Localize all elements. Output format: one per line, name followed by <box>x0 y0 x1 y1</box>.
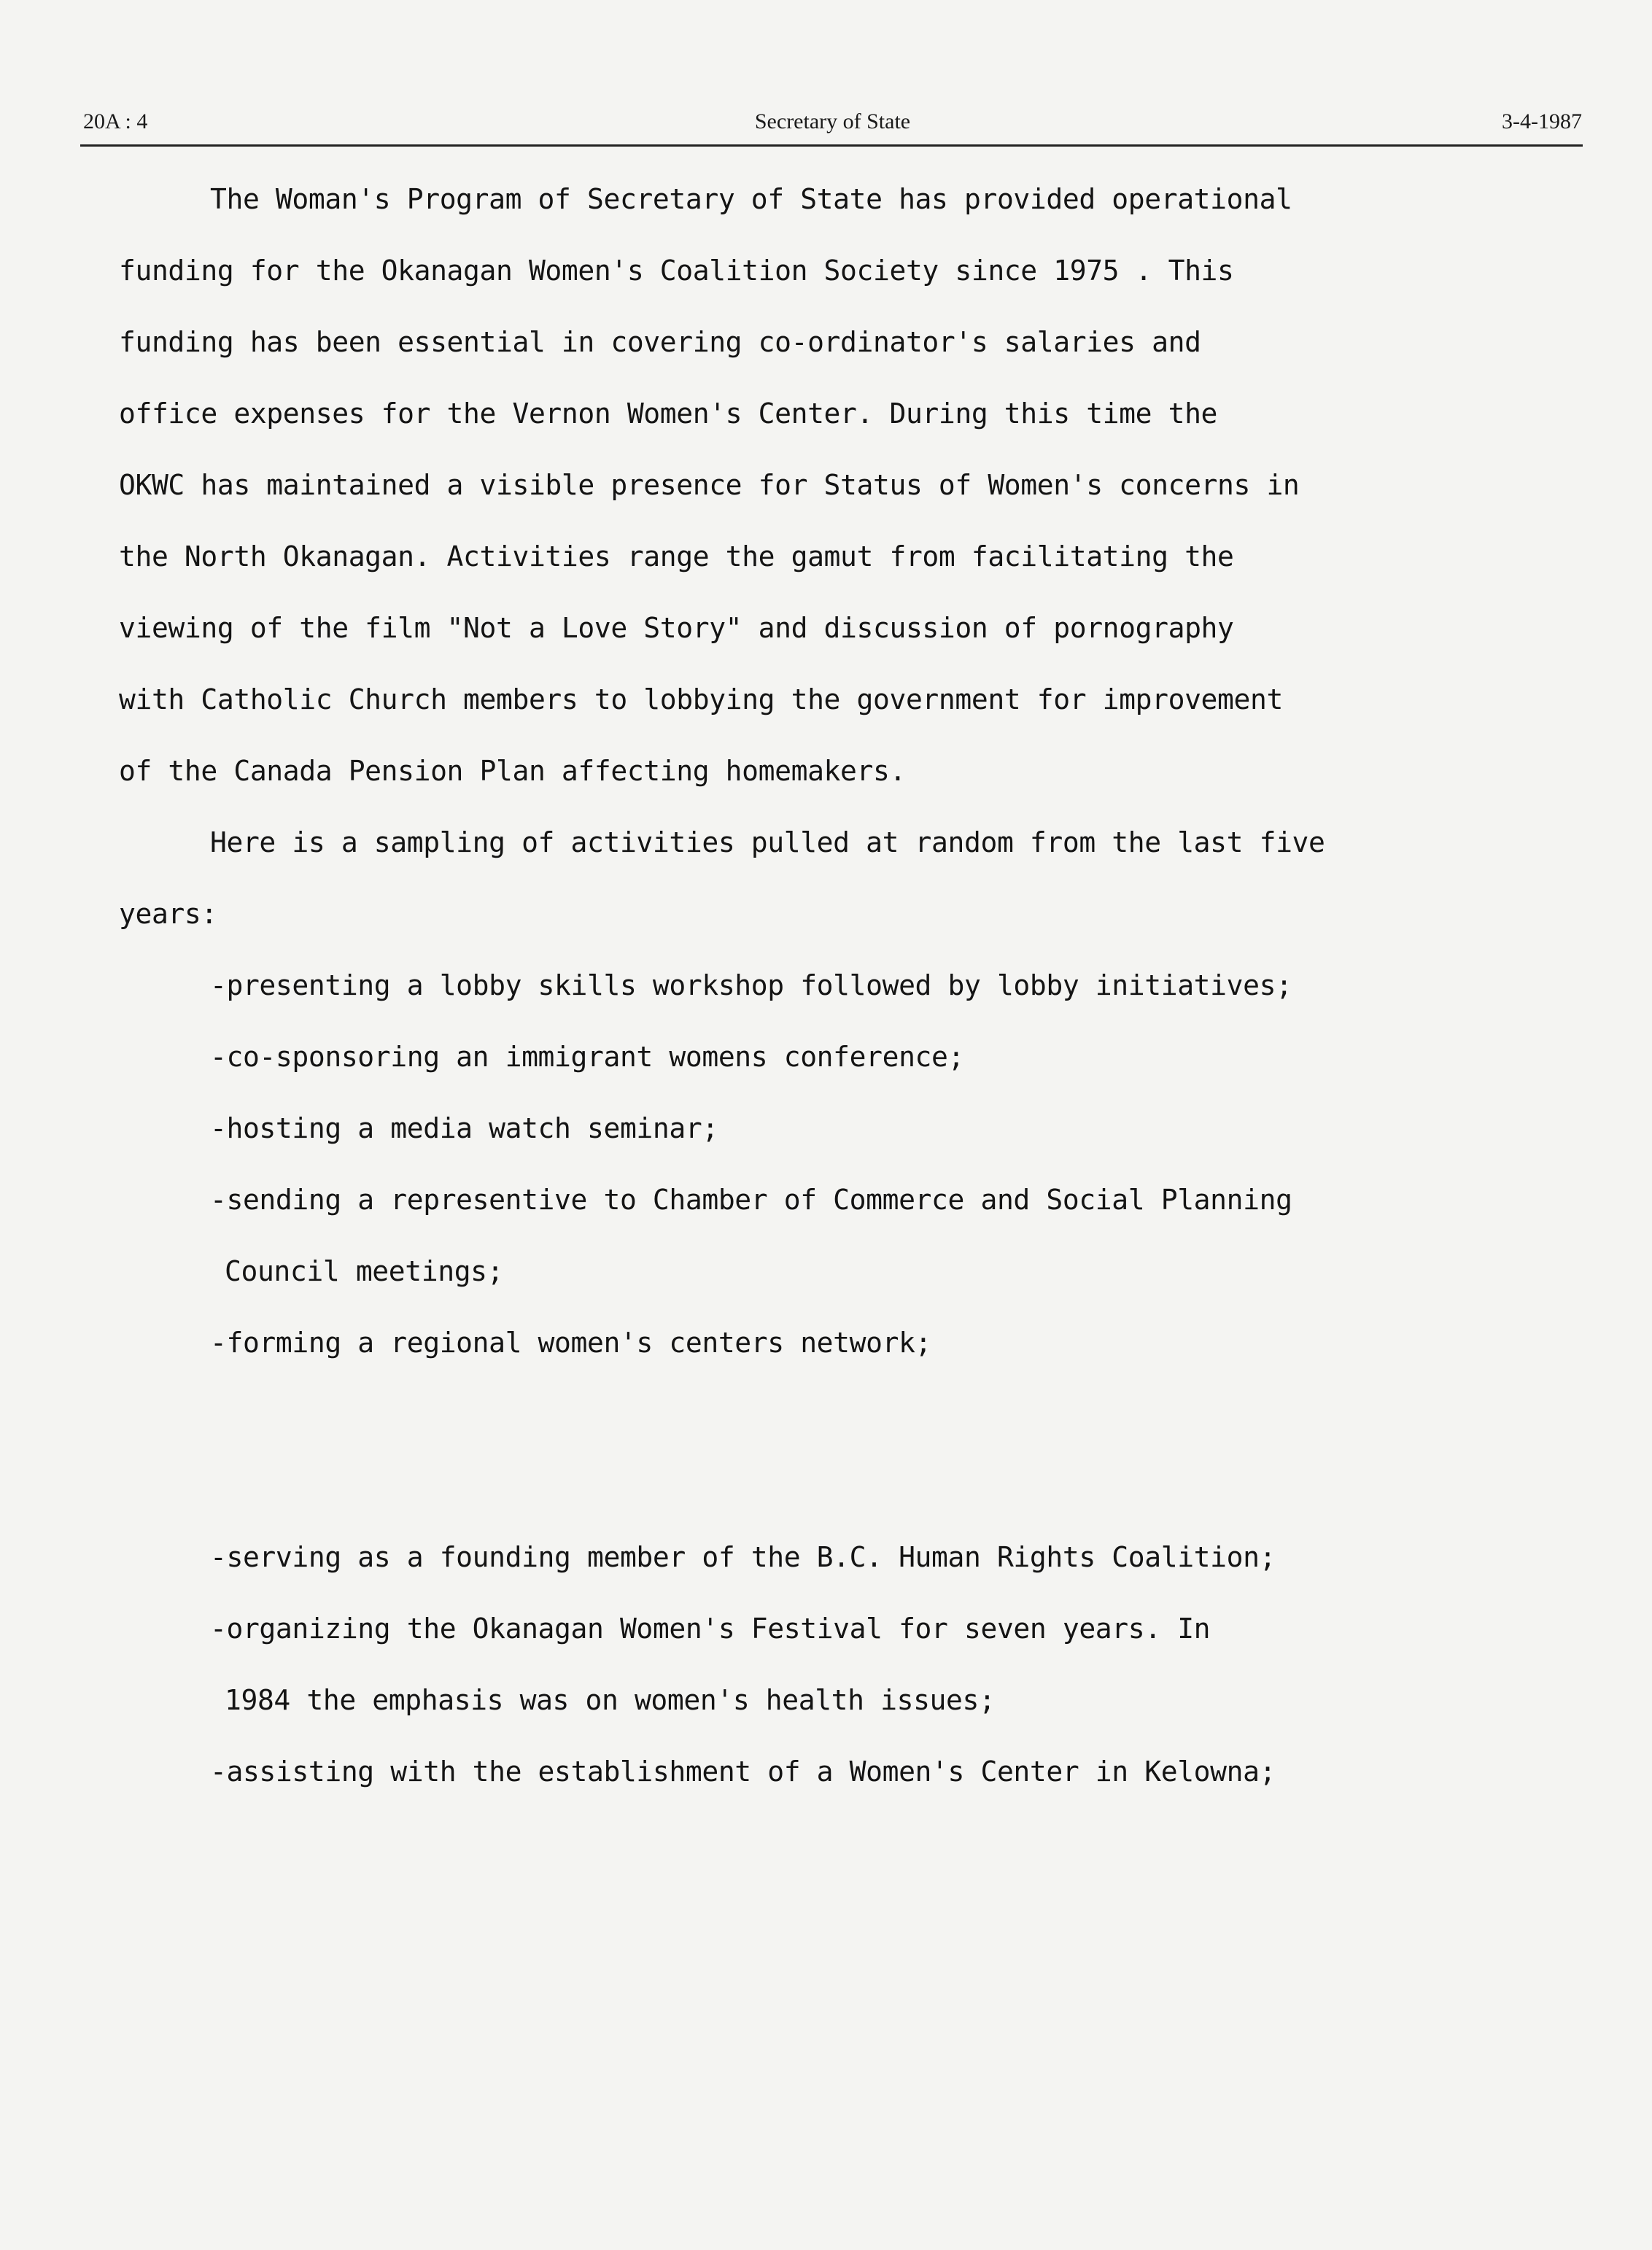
text-line: years: <box>119 898 217 930</box>
text-line: The Woman's Program of Secretary of State has provided operational <box>210 183 1292 215</box>
text-line: of the Canada Pension Plan affecting homemakers. <box>119 755 906 787</box>
list-item: -assisting with the establishment of a Women's Center in Kelowna; <box>210 1756 1276 1788</box>
text-line: office expenses for the Vernon Women's Center. During this time the <box>119 397 1218 430</box>
text-line: funding for the Okanagan Women's Coalition Society since 1975 . This <box>119 255 1234 287</box>
publication-title: Secretary of State <box>754 109 911 133</box>
text-line: Here is a sampling of activities pulled at random from the last five <box>210 826 1325 858</box>
text-line: with Catholic Church members to lobbying the government for improvement <box>119 683 1283 715</box>
list-item: -sending a representive to Chamber of Commerce and Social Planning <box>210 1184 1292 1216</box>
text-line: OKWC has maintained a visible presence for Status of Women's concerns in <box>119 469 1300 501</box>
list-item: -organizing the Okanagan Women's Festival for seven years. In <box>210 1613 1211 1645</box>
list-item: -hosting a media watch seminar; <box>210 1112 718 1144</box>
publication-date: 3-4-1987 <box>1502 109 1582 133</box>
header-rule <box>80 144 1583 147</box>
text-line: the North Okanagan. Activities range the gamut from facilitating the <box>119 540 1234 573</box>
page-header <box>83 109 1582 143</box>
list-item: -forming a regional women's centers network; <box>210 1327 932 1359</box>
text-line: funding has been essential in covering co-ordinator's salaries and <box>119 326 1201 358</box>
list-item-continuation: Council meetings; <box>225 1255 504 1287</box>
section-number: 20A : 4 <box>83 109 148 133</box>
list-item: -serving as a founding member of the B.C. Human Rights Coalition; <box>210 1541 1276 1573</box>
list-item: -co-sponsoring an immigrant womens conference; <box>210 1041 964 1073</box>
list-item: -presenting a lobby skills workshop followed by lobby initiatives; <box>210 969 1292 1001</box>
list-item-continuation: 1984 the emphasis was on women's health issues; <box>225 1684 996 1716</box>
text-line: viewing of the film "Not a Love Story" and discussion of pornography <box>119 612 1234 644</box>
